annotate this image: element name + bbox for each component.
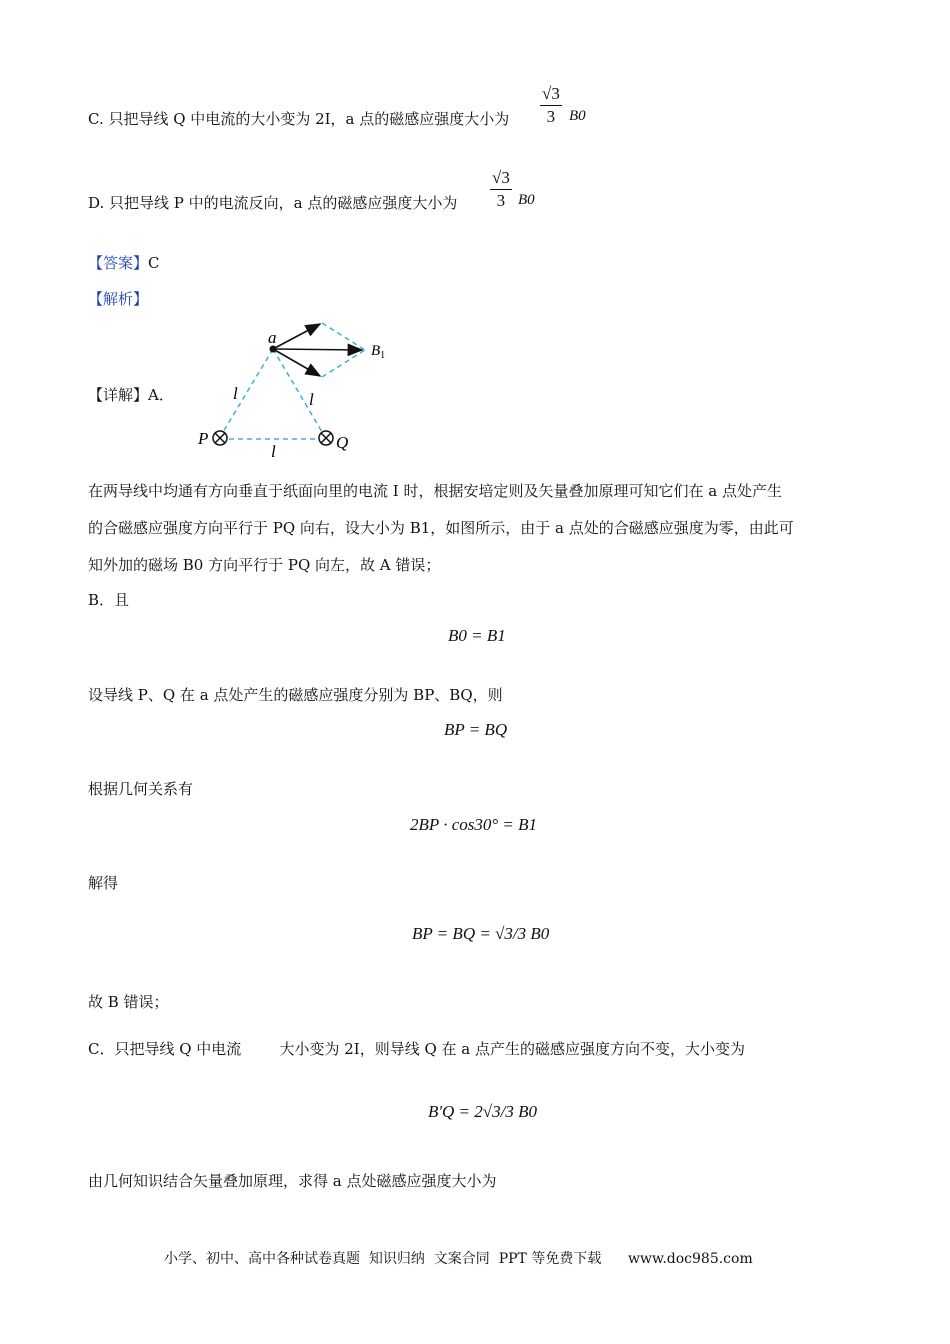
side-pa (220, 349, 273, 437)
line-solve: 解得 (88, 874, 119, 892)
option-c-tail: B0 (569, 108, 586, 124)
eq-bp-result: BP = BQ = √3/3 B0 (412, 924, 550, 943)
side-qa (273, 349, 325, 437)
para1-line1: 在两导线中均通有方向垂直于纸面向里的电流 I 时，根据安培定则及矢量叠加原理可知它们在 a 点处产生 (88, 482, 782, 500)
answer-label: 【答案】 (88, 254, 149, 272)
para1-line3: 知外加的磁场 B0 方向平行于 PQ 向左，故 A 错误； (88, 556, 441, 574)
label-l-right: l (309, 390, 314, 409)
footer: 小学、初中、高中各种试卷真题 知识归纳 文案合同 PPT 等免费下载 www.doc985.com (164, 1251, 753, 1267)
para-top (322, 323, 365, 350)
label-q: Q (336, 433, 349, 452)
label-a: a (268, 328, 277, 347)
line-set-pq: 设导线 P、Q 在 a 点处产生的磁感应强度分别为 BP、BQ，则 (88, 686, 503, 704)
option-d-fraction (490, 168, 512, 211)
field-diagram (190, 315, 400, 460)
detail-label: 【详解】 (88, 386, 149, 404)
wire-q-icon (319, 431, 333, 445)
eq-b0-b1: B0 = B1 (448, 626, 506, 645)
wire-p-icon (213, 431, 227, 445)
detail-line (88, 384, 174, 405)
option-d-text: D. 只把导线 P 中的电流反向，a 点的磁感应强度大小为 (88, 194, 458, 212)
option-c-fraction (540, 84, 562, 127)
eq-bq-prime: B'Q = 2√3/3 B0 (428, 1102, 537, 1121)
option-c-denominator: 3 (546, 107, 556, 126)
arrow-b1 (273, 349, 362, 350)
line-last: 由几何知识结合矢量叠加原理，求得 a 点处磁感应强度大小为 (88, 1172, 497, 1190)
para-bottom (322, 350, 365, 377)
detail-item: A． (148, 386, 174, 404)
eq-bp-bq: BP = BQ (444, 720, 508, 739)
line-b-wrong: 故 B 错误； (88, 993, 169, 1011)
para1-line2: 的合磁感应强度方向平行于 PQ 向右，设大小为 B1，如图所示，由于 a 点处的合磁感应强度为零，由此可 (88, 519, 794, 537)
analysis-label: 【解析】 (88, 290, 149, 308)
label-b1: $B_1$ (371, 343, 386, 361)
eq-cos30: 2BP · cos30° = B1 (410, 815, 538, 834)
answer-value: C (148, 254, 160, 272)
label-l-bottom: l (271, 442, 276, 460)
option-c-text: C. 只把导线 Q 中电流的大小变为 2I，a 点的磁感应强度大小为 (88, 110, 510, 128)
label-l-left: l (233, 384, 238, 403)
option-d-denominator: 3 (496, 191, 506, 210)
line-c: C．只把导线 Q 中电流 大小变为 2I，则导线 Q 在 a 点产生的磁感应强度方向不变，大小变为 (88, 1040, 746, 1058)
arrow-bq (273, 324, 320, 349)
option-c-numerator: √3 (540, 84, 562, 106)
arrow-bp (273, 349, 320, 376)
label-p: P (198, 429, 209, 448)
answer-line (88, 252, 160, 273)
option-d-tail: B0 (518, 192, 535, 208)
line-geometry: 根据几何关系有 (88, 780, 194, 798)
option-d-numerator: √3 (490, 168, 512, 190)
b-label: B．且 (88, 591, 130, 609)
